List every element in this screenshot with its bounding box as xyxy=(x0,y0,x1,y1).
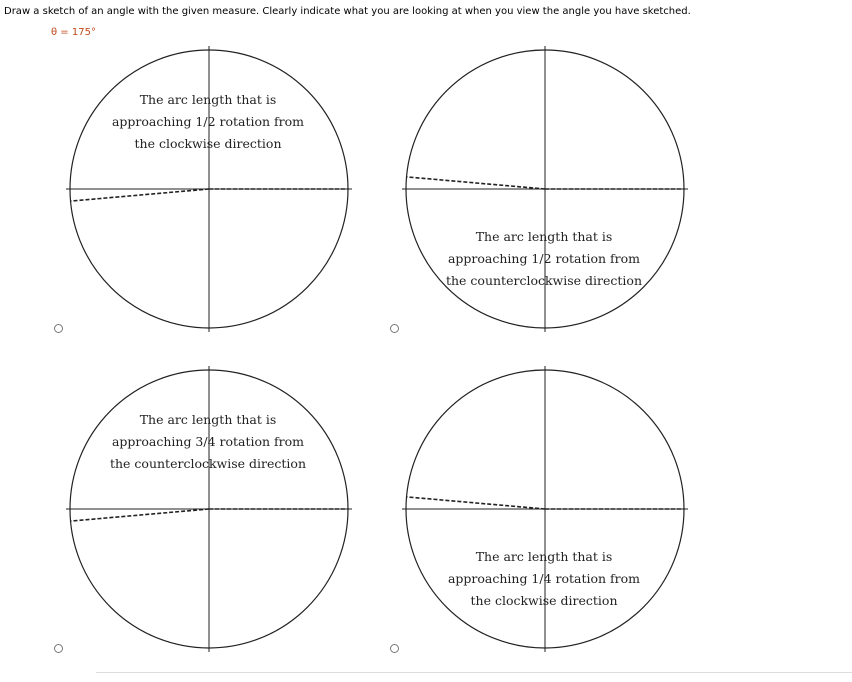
caption-line: The arc length that is xyxy=(475,549,613,564)
option-b xyxy=(386,42,726,362)
terminal-side xyxy=(71,509,210,521)
theta-value: θ = 175° xyxy=(51,27,96,38)
caption-line: The arc length that is xyxy=(139,92,277,107)
option-d-circle-diagram xyxy=(386,362,726,682)
terminal-side xyxy=(407,177,546,189)
option-b-radio[interactable] xyxy=(390,324,399,333)
caption-line: approaching 3/4 rotation from xyxy=(111,434,305,449)
option-c-radio[interactable] xyxy=(54,644,63,653)
caption-line: the counterclockwise direction xyxy=(109,456,307,471)
terminal-side xyxy=(407,497,546,509)
option-c xyxy=(50,362,390,682)
option-d-caption xyxy=(444,546,644,612)
caption-line: the clockwise direction xyxy=(470,593,618,608)
caption-line: The arc length that is xyxy=(139,412,277,427)
option-a xyxy=(50,42,390,362)
terminal-side xyxy=(71,189,210,201)
option-a-caption xyxy=(108,89,308,155)
option-d-radio[interactable] xyxy=(390,644,399,653)
question-prompt: Draw a sketch of an angle with the given measure. Clearly indicate what you are looking at when you view the angle you have sketched. xyxy=(4,6,691,17)
caption-line: approaching 1/2 rotation from xyxy=(447,251,641,266)
bottom-divider xyxy=(96,672,852,673)
option-c-caption xyxy=(108,409,308,475)
option-a-radio[interactable] xyxy=(54,324,63,333)
caption-line: the counterclockwise direction xyxy=(445,273,643,288)
option-b-caption xyxy=(444,226,644,292)
option-b-circle-diagram xyxy=(386,42,726,362)
caption-line: the clockwise direction xyxy=(134,136,282,151)
caption-line: approaching 1/2 rotation from xyxy=(111,114,305,129)
caption-line: The arc length that is xyxy=(475,229,613,244)
caption-line: approaching 1/4 rotation from xyxy=(447,571,641,586)
option-d xyxy=(386,362,726,682)
